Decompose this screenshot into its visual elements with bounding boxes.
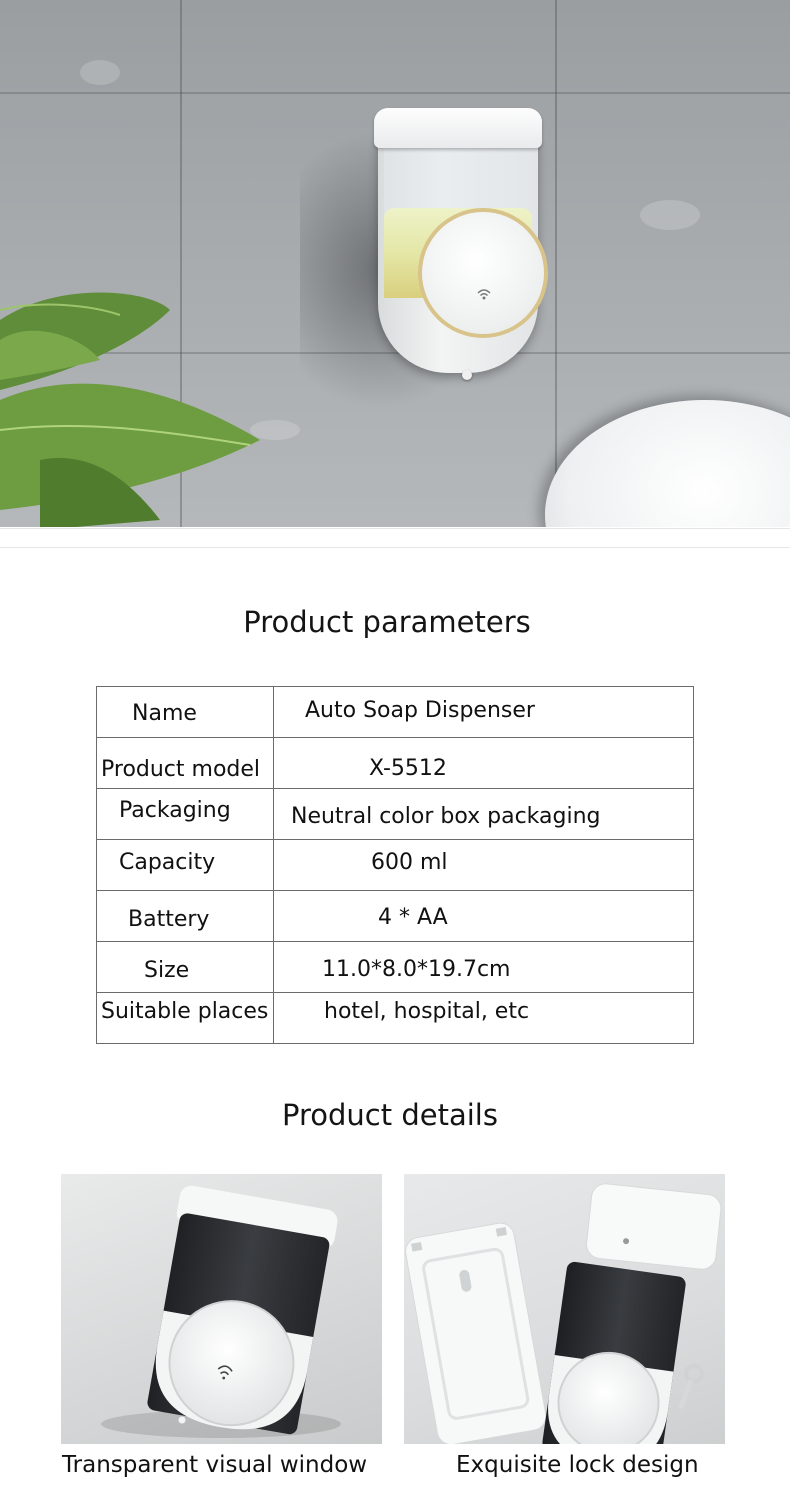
param-label-cell: Suitable places <box>97 993 274 1044</box>
soap-dispenser <box>372 108 544 378</box>
plant-leaves <box>0 280 300 527</box>
param-label-cell: Capacity <box>97 840 274 891</box>
param-label-cell: Packaging <box>97 789 274 840</box>
param-label-cell: Size <box>97 942 274 993</box>
param-label-cell: Product model <box>97 738 274 789</box>
parameters-title: Product parameters <box>243 605 531 639</box>
dispenser-front-photo <box>61 1174 382 1444</box>
table-row <box>97 840 694 891</box>
param-value-cell: 4 * AA <box>274 891 694 942</box>
param-label-cell: Name <box>97 687 274 738</box>
table-row <box>97 789 694 840</box>
hero-photo <box>0 0 790 527</box>
table-row <box>97 942 694 993</box>
table-row <box>97 738 694 789</box>
param-label-cell: Battery <box>97 891 274 942</box>
detail-caption: Transparent visual window <box>62 1452 368 1478</box>
param-value-cell: hotel, hospital, etc <box>274 993 694 1044</box>
table-row <box>97 993 694 1044</box>
washbasin <box>545 400 790 527</box>
param-value-cell: X-5512 <box>274 738 694 789</box>
detail-caption: Exquisite lock design <box>456 1452 699 1478</box>
param-value-cell: Auto Soap Dispenser <box>274 687 694 738</box>
param-value-cell: 11.0*8.0*19.7cm <box>274 942 694 993</box>
key-icon <box>678 1366 702 1409</box>
dispenser-disassembled-photo <box>404 1174 725 1444</box>
table-row <box>97 687 694 738</box>
parameters-table <box>96 686 694 1044</box>
table-row <box>97 891 694 942</box>
param-value-cell: 600 ml <box>274 840 694 891</box>
details-title: Product details <box>282 1098 498 1132</box>
sensor-wave-icon <box>472 286 496 304</box>
section-divider <box>0 528 790 548</box>
param-value-cell: Neutral color box packaging <box>274 789 694 840</box>
